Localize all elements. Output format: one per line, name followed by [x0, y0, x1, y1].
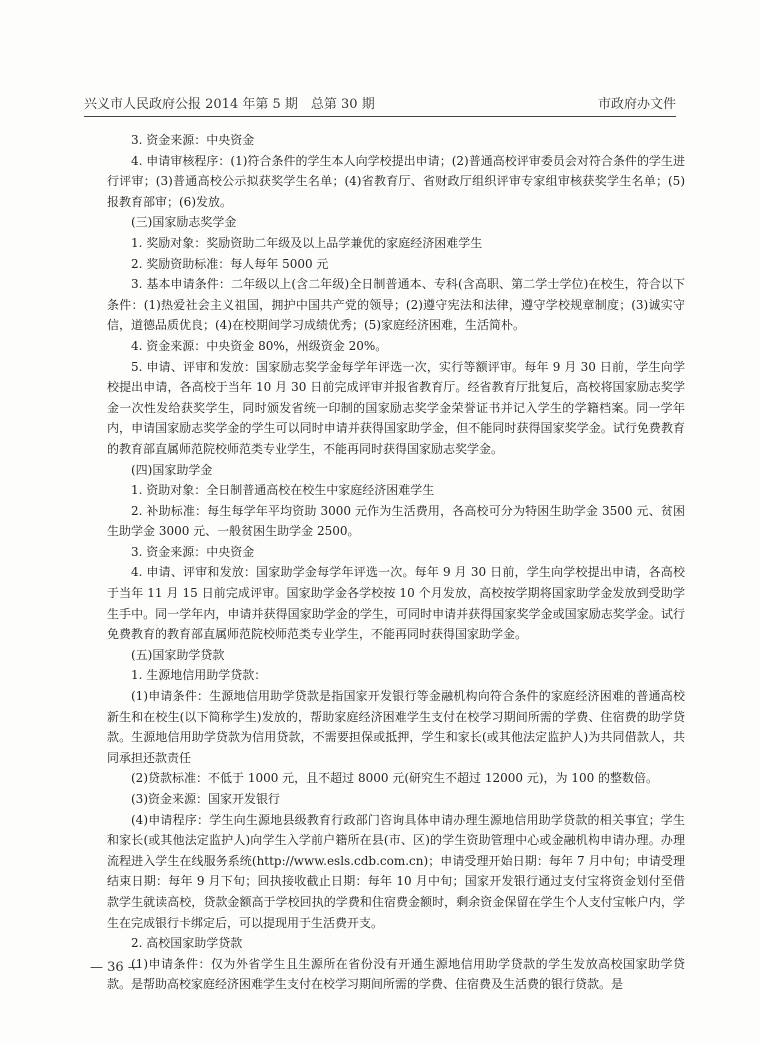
paragraph: 1. 资助对象：全日制普通高校在校生中家庭经济困难学生 — [131, 483, 435, 498]
paragraph: 2. 补助标准：每生每学年平均资助 3000 元作为生活费用，各高校可分为特困生助学金 3500 元、贫困生助学金 3000 元、一般贫困生助学金 2500。 — [107, 503, 685, 539]
paragraph: 1. 生源地信用助学贷款： — [131, 668, 267, 683]
body-text — [107, 130, 685, 995]
paragraph: 3. 资金来源：中央资金 — [131, 544, 255, 559]
paragraph: 4. 申请、评审和发放：国家助学金每学年评选一次。每年 9 月 30 日前，学生向学校提出申请，各高校于当年 11 月 15 日前完成评审。国家助学金各学校按 10 个月发放，高校按学期将国家助学金发放到受助学生手中。同一学年内，申请并获得国家助学金的学生，可同时申请并获得国家奖学金或国家励志奖学金。试行免费教育的教育部直属师范院校师范类专业学生，不能再同时获得国家助学金。 — [107, 565, 685, 642]
paragraph: (1)申请条件：仅为外省学生且生源所在省份没有开通生源地信用助学贷款的学生发放高校国家助学贷款。是帮助高校家庭经济困难学生支付在校学习期间所需的学费、住宿费及生活费的银行贷款。是 — [107, 956, 685, 992]
paragraph: (4)申请程序：学生向生源地县级教育行政部门咨询具体申请办理生源地信用助学贷款的相关事宜；学生和家长(或其他法定监护人)向学生入学前户籍所在县(市、区)的学生资助管理中心或金融机构申请办理。办理流程进入学生在线服务系统(http://www.esls.cdb.com.cn)；申请受理开始日期：每年 7 月中旬；申请受理结束日期：每年 9 月下旬；回执接收截止日期：每年 10 月中旬；国家开发银行通过支付宝将资金划付至借款学生就读高校，贷款金额高于学校回执的学费和住宿费金额时，剩余资金保留在学生个人支付宝帐户内，学生在完成银行卡绑定后，可以提现用于生活费开支。 — [107, 812, 685, 930]
paragraph: 4. 申请审核程序：(1)符合条件的学生本人向学校提出申请；(2)普通高校评审委员会对符合条件的学生进行评审；(3)普通高校公示拟获奖学生名单；(4)省教育厅、省财政厅组织评审专家组审核获奖学生名单；(5)报教育部审；(6)发放。 — [107, 153, 685, 209]
paragraph: 2. 奖励资助标准：每人每年 5000 元 — [131, 256, 329, 271]
paragraph: (1)申请条件：生源地信用助学贷款是指国家开发银行等金融机构向符合条件的家庭经济困难的普通高校新生和在校生(以下简称学生)发放的，帮助家庭经济困难学生支付在校学习期间所需的学费、住宿费的助学贷款。生源地信用助学贷款为信用贷款，不需要担保或抵押，学生和家长(或其他法定监护人)为共同借款人，共同承担还款责任 — [107, 689, 685, 765]
paragraph: (2)贷款标准：不低于 1000 元，且不超过 8000 元(研究生不超过 12000 元)，为 100 的整数倍。 — [131, 771, 659, 786]
section-heading: (五)国家助学贷款 — [131, 647, 225, 662]
paragraph: 3. 基本申请条件：二年级以上(含二年级)全日制普通本、专科(含高职、第二学士学位)在校生，符合以下条件：(1)热爱社会主义祖国，拥护中国共产党的领导；(2)遵守宪法和法律，遵守学校规章制度；(3)诚实守信，道德品质优良；(4)在校期间学习成绩优秀；(5)家庭经济困难，生活简朴。 — [107, 277, 685, 333]
header-publication-title: 兴义市人民政府公报 2014 年第 5 期 总第 30 期 — [84, 97, 375, 112]
paragraph: 2. 高校国家助学贷款 — [131, 936, 243, 951]
paragraph: 4. 资金来源：中央资金 80%，州级资金 20%。 — [131, 338, 388, 353]
running-header — [84, 88, 676, 112]
header-divider — [84, 116, 676, 117]
section-heading: (四)国家助学金 — [131, 462, 213, 477]
paragraph: 5. 申请、评审和发放：国家励志奖学金每学年评选一次，实行等额评审。每年 9 月 30 日前，学生向学校提出申请，各高校于当年 10 月 30 日前完成评审并报省教育厅。经省教育厅批复后，高校将国家励志奖学金一次性发给获奖学生，同时颁发省统一印制的国家励志奖学金荣誉证书并记入学生的学籍档案。同一学年内，申请国家励志奖学金的学生可以同时申请并获得国家助学金，但不能同时获得国家奖学金。试行免费教育的教育部直属师范院校师范类专业学生，不能再同时获得国家励志奖学金。 — [107, 359, 685, 456]
paragraph: (3)资金来源：国家开发银行 — [131, 792, 280, 806]
header-section-title: 市政府办文件 — [597, 97, 676, 112]
section-heading: (三)国家励志奖学金 — [131, 215, 237, 230]
paragraph: 3. 资金来源：中央资金 — [131, 133, 255, 147]
page-number: — 36 — — [90, 960, 141, 975]
paragraph: 1. 奖励对象：奖励资助二年级及以上品学兼优的家庭经济困难学生 — [131, 235, 483, 250]
